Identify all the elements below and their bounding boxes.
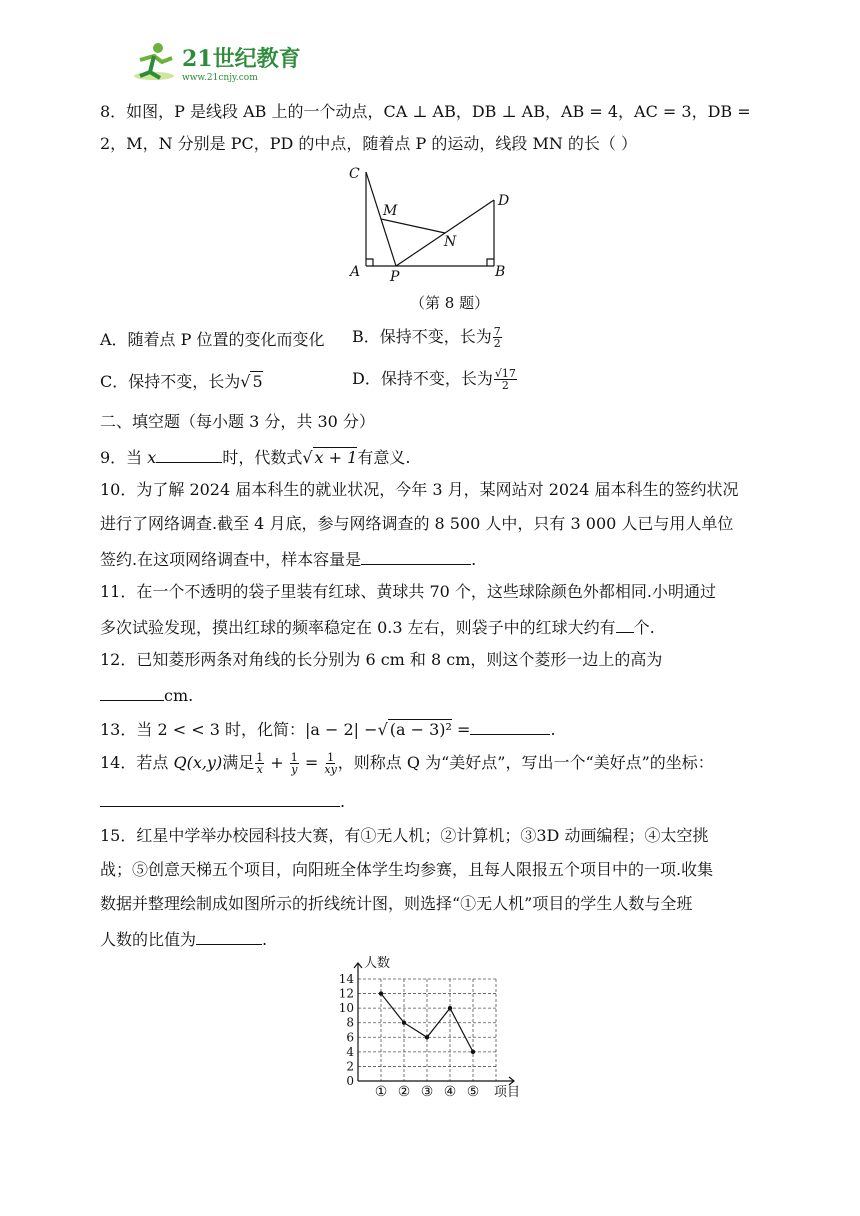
q15-line4: 人数的比值为 .	[100, 930, 268, 949]
q11-line2: 多次试验发现，摸出红球的频率稳定在 0.3 左右，则袋子中的红球大约有 个.	[100, 618, 655, 637]
label-M: M	[383, 203, 398, 219]
q10-line3: 签约.在这项网络调查中，样本容量是 .	[100, 550, 477, 569]
line-chart	[330, 955, 530, 1105]
q8-figure	[340, 160, 520, 285]
logo-text: 21世纪教育	[182, 46, 301, 72]
y-tick-label: 6	[346, 1030, 354, 1045]
q14-line1: 14．若点 Q(x,y)满足 $\frac{1}{x}$ + $\frac{1}{y}$ = $\frac{1}{xy}$ ，则称点 Q 为“美好点”，写出一个“美好点”的坐标：	[100, 751, 714, 776]
q15-line3: 数据并整理绘制成如图所示的折线统计图，则选择“①无人机”项目的学生人数与全班	[100, 894, 693, 913]
q8-caption: （第 8 题）	[410, 294, 490, 312]
section-title: 二、填空题（每小题 3 分，共 30 分）	[100, 412, 375, 431]
logo-subtext: www.21cnjy.com	[182, 73, 258, 83]
label-B: B	[495, 264, 506, 280]
q15-line2: 战；⑤创意天梯五个项目，向阳班全体学生均参赛，且每人限报五个项目中的一项.收集	[100, 860, 714, 879]
y-tick-label: 12	[338, 986, 354, 1001]
q8-option-b: B．保持不变，长为 $\frac{7}{2}$	[352, 325, 501, 350]
q11-line1: 11．在一个不透明的袋子里装有红球、黄球共 70 个，这些球除颜色外都相同.小明通过	[100, 582, 716, 601]
y-tick-label: 2	[346, 1059, 354, 1074]
chart-xlabel: 项目	[494, 1085, 521, 1100]
q8-option-a: A．随着点 P 位置的变化而变化	[100, 330, 325, 349]
q10-line1: 10．为了解 2024 届本科生的就业状况，今年 3 月，某网站对 2024 届本科生的签约状况	[100, 480, 739, 499]
q13-line: 13．当 2 < < 3 时，化简：|a − 2| −√ (a − 3)² = .	[100, 720, 556, 739]
label-A: A	[350, 264, 361, 280]
data-point	[379, 991, 383, 995]
x-tick-label: ⑤	[466, 1084, 480, 1100]
y-tick-label: 8	[346, 1015, 354, 1030]
data-point	[402, 1021, 406, 1025]
runner-icon	[134, 43, 174, 80]
y-tick-label: 0	[346, 1074, 354, 1088]
label-C: C	[349, 166, 360, 182]
chart-ylabel: 人数	[364, 956, 391, 971]
y-tick-label: 14	[338, 972, 354, 986]
y-tick-label: 4	[346, 1044, 354, 1059]
data-point	[471, 1050, 475, 1054]
q8-line2: 2，M，N 分别是 PC，PD 的中点，随着点 P 的运动，线段 MN 的长（ ）	[100, 134, 638, 153]
label-D: D	[498, 193, 510, 209]
data-point	[448, 1006, 452, 1010]
y-tick-label: 10	[338, 1001, 354, 1016]
x-tick-label: ④	[443, 1084, 457, 1100]
label-N: N	[444, 234, 457, 250]
x-tick-label: ③	[420, 1084, 434, 1100]
q8-line1: 8．如图，P 是线段 AB 上的一个动点，CA ⊥ AB，DB ⊥ AB，AB = 4，AC = 3，DB =	[100, 102, 751, 121]
q15-line1: 15．红星中学举办校园科技大赛，有①无人机；②计算机；③3D 动画编程；④太空挑	[100, 826, 709, 845]
q12-line2: cm.	[100, 684, 193, 706]
x-tick-label: ②	[397, 1084, 411, 1100]
q8-option-d: D．保持不变，长为 $\frac{√17}{2}$	[352, 367, 516, 392]
site-logo	[132, 40, 302, 86]
q14-line2: .	[100, 790, 345, 812]
data-point	[425, 1035, 429, 1039]
q9-line: 9．当 x 时，代数式√ x + 1有意义.	[100, 448, 411, 467]
x-tick-label: ①	[374, 1084, 388, 1100]
q10-line2: 进行了网络调查.截至 4 月底，参与网络调查的 8 500 人中，只有 3 000 人已与用人单位	[100, 514, 734, 533]
q8-option-c: C．保持不变，长为√ 5	[100, 372, 263, 391]
label-P: P	[390, 269, 400, 285]
q12-line1: 12．已知菱形两条对角线的长分别为 6 cm 和 8 cm，则这个菱形一边上的高为	[100, 650, 663, 669]
